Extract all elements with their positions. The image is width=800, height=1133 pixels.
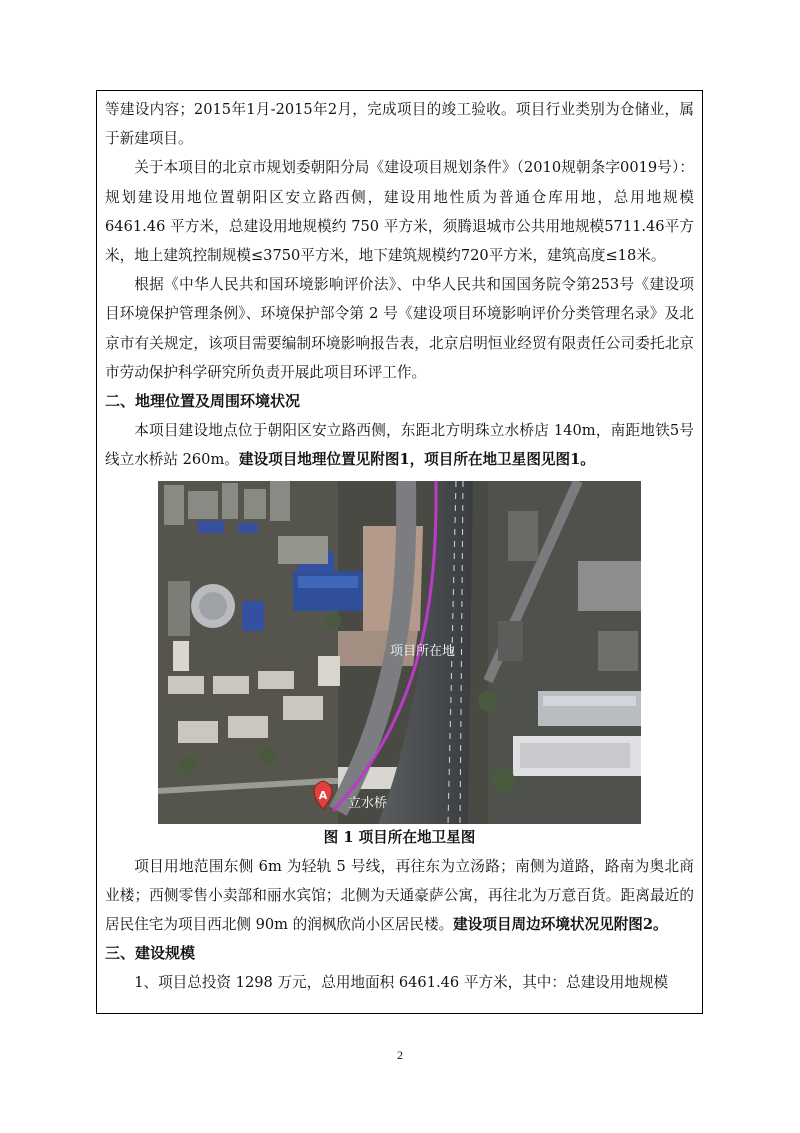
page-content bbox=[97, 91, 702, 998]
figure-caption: 图 1 项目所在地卫星图 bbox=[323, 828, 476, 846]
paragraph-4 bbox=[105, 416, 694, 474]
paragraph-1: 等建设内容；2015年1月-2015年2月，完成项目的竣工验收。项目行业类别为仓储业，属于新建项目。 bbox=[105, 101, 694, 148]
satellite-figure bbox=[105, 481, 694, 824]
paragraph-6: 1、项目总投资 1298 万元，总用地面积 6461.46 平方米，其中：总建设用地规模 bbox=[134, 974, 669, 992]
satellite-image bbox=[158, 481, 641, 824]
section-heading-2: 二、地理位置及周围环境状况 bbox=[105, 392, 301, 411]
paragraph-3: 根据《中华人民共和国环境影响评价法》、中华人民共和国国务院令第253号《建设项目环境保护管理条例》、环境保护部令第 2 号《建设项目环境影响评价分类管理名录》及北京市有关规定，该项目需要编制环境影响报告表，北京启明恒业经贸有限责任公司委托北京市劳动保护科学研究所负责开展此项目环评工作。 bbox=[105, 276, 694, 381]
section-heading-3: 三、建设规模 bbox=[105, 944, 196, 963]
label-lishui-bridge: 立水桥 bbox=[348, 795, 388, 811]
paragraph-2: 关于本项目的北京市规划委朝阳分局《建设项目规划条件》（2010规朝条字0019号）：规划建设用地位置朝阳区安立路西侧，建设用地性质为普通仓库用地，总用地规模 6461.46 平方米，总建设用地规模约 750 平方米，须腾退城市公共用地规模5711.46平方米，地上建筑控制规模≤3750平方米，地下建筑规模约720平方米，建筑高度≤18米。 bbox=[105, 159, 694, 265]
page-number: 2 bbox=[397, 1048, 403, 1062]
paragraph-5-bold: 建设项目周边环境状况见附图2。 bbox=[453, 916, 668, 934]
paragraph-5 bbox=[105, 852, 694, 940]
paragraph-4-bold: 建设项目地理位置见附图1，项目所在地卫星图见图1。 bbox=[238, 451, 595, 469]
content-frame bbox=[96, 90, 703, 1014]
paragraph-5-text: 项目用地范围东侧 6m 为轻轨 5 号线，再往东为立汤路；南侧为道路，路南为奥北商业楼；西侧零售小卖部和丽水宾馆；北侧为天通豪萨公寓，再往北为万意百货。距离最近的居民住宅为项目西北侧 90m 的润枫欣尚小区居民楼。 bbox=[105, 857, 694, 934]
label-project-site: 项目所在地 bbox=[390, 643, 456, 659]
marker-letter: A bbox=[318, 788, 328, 802]
paragraph-4-text: 本项目建设地点位于朝阳区安立路西侧，东距北方明珠立水桥店 140m，南距地铁5号线立水桥站 260m。 bbox=[105, 422, 694, 469]
